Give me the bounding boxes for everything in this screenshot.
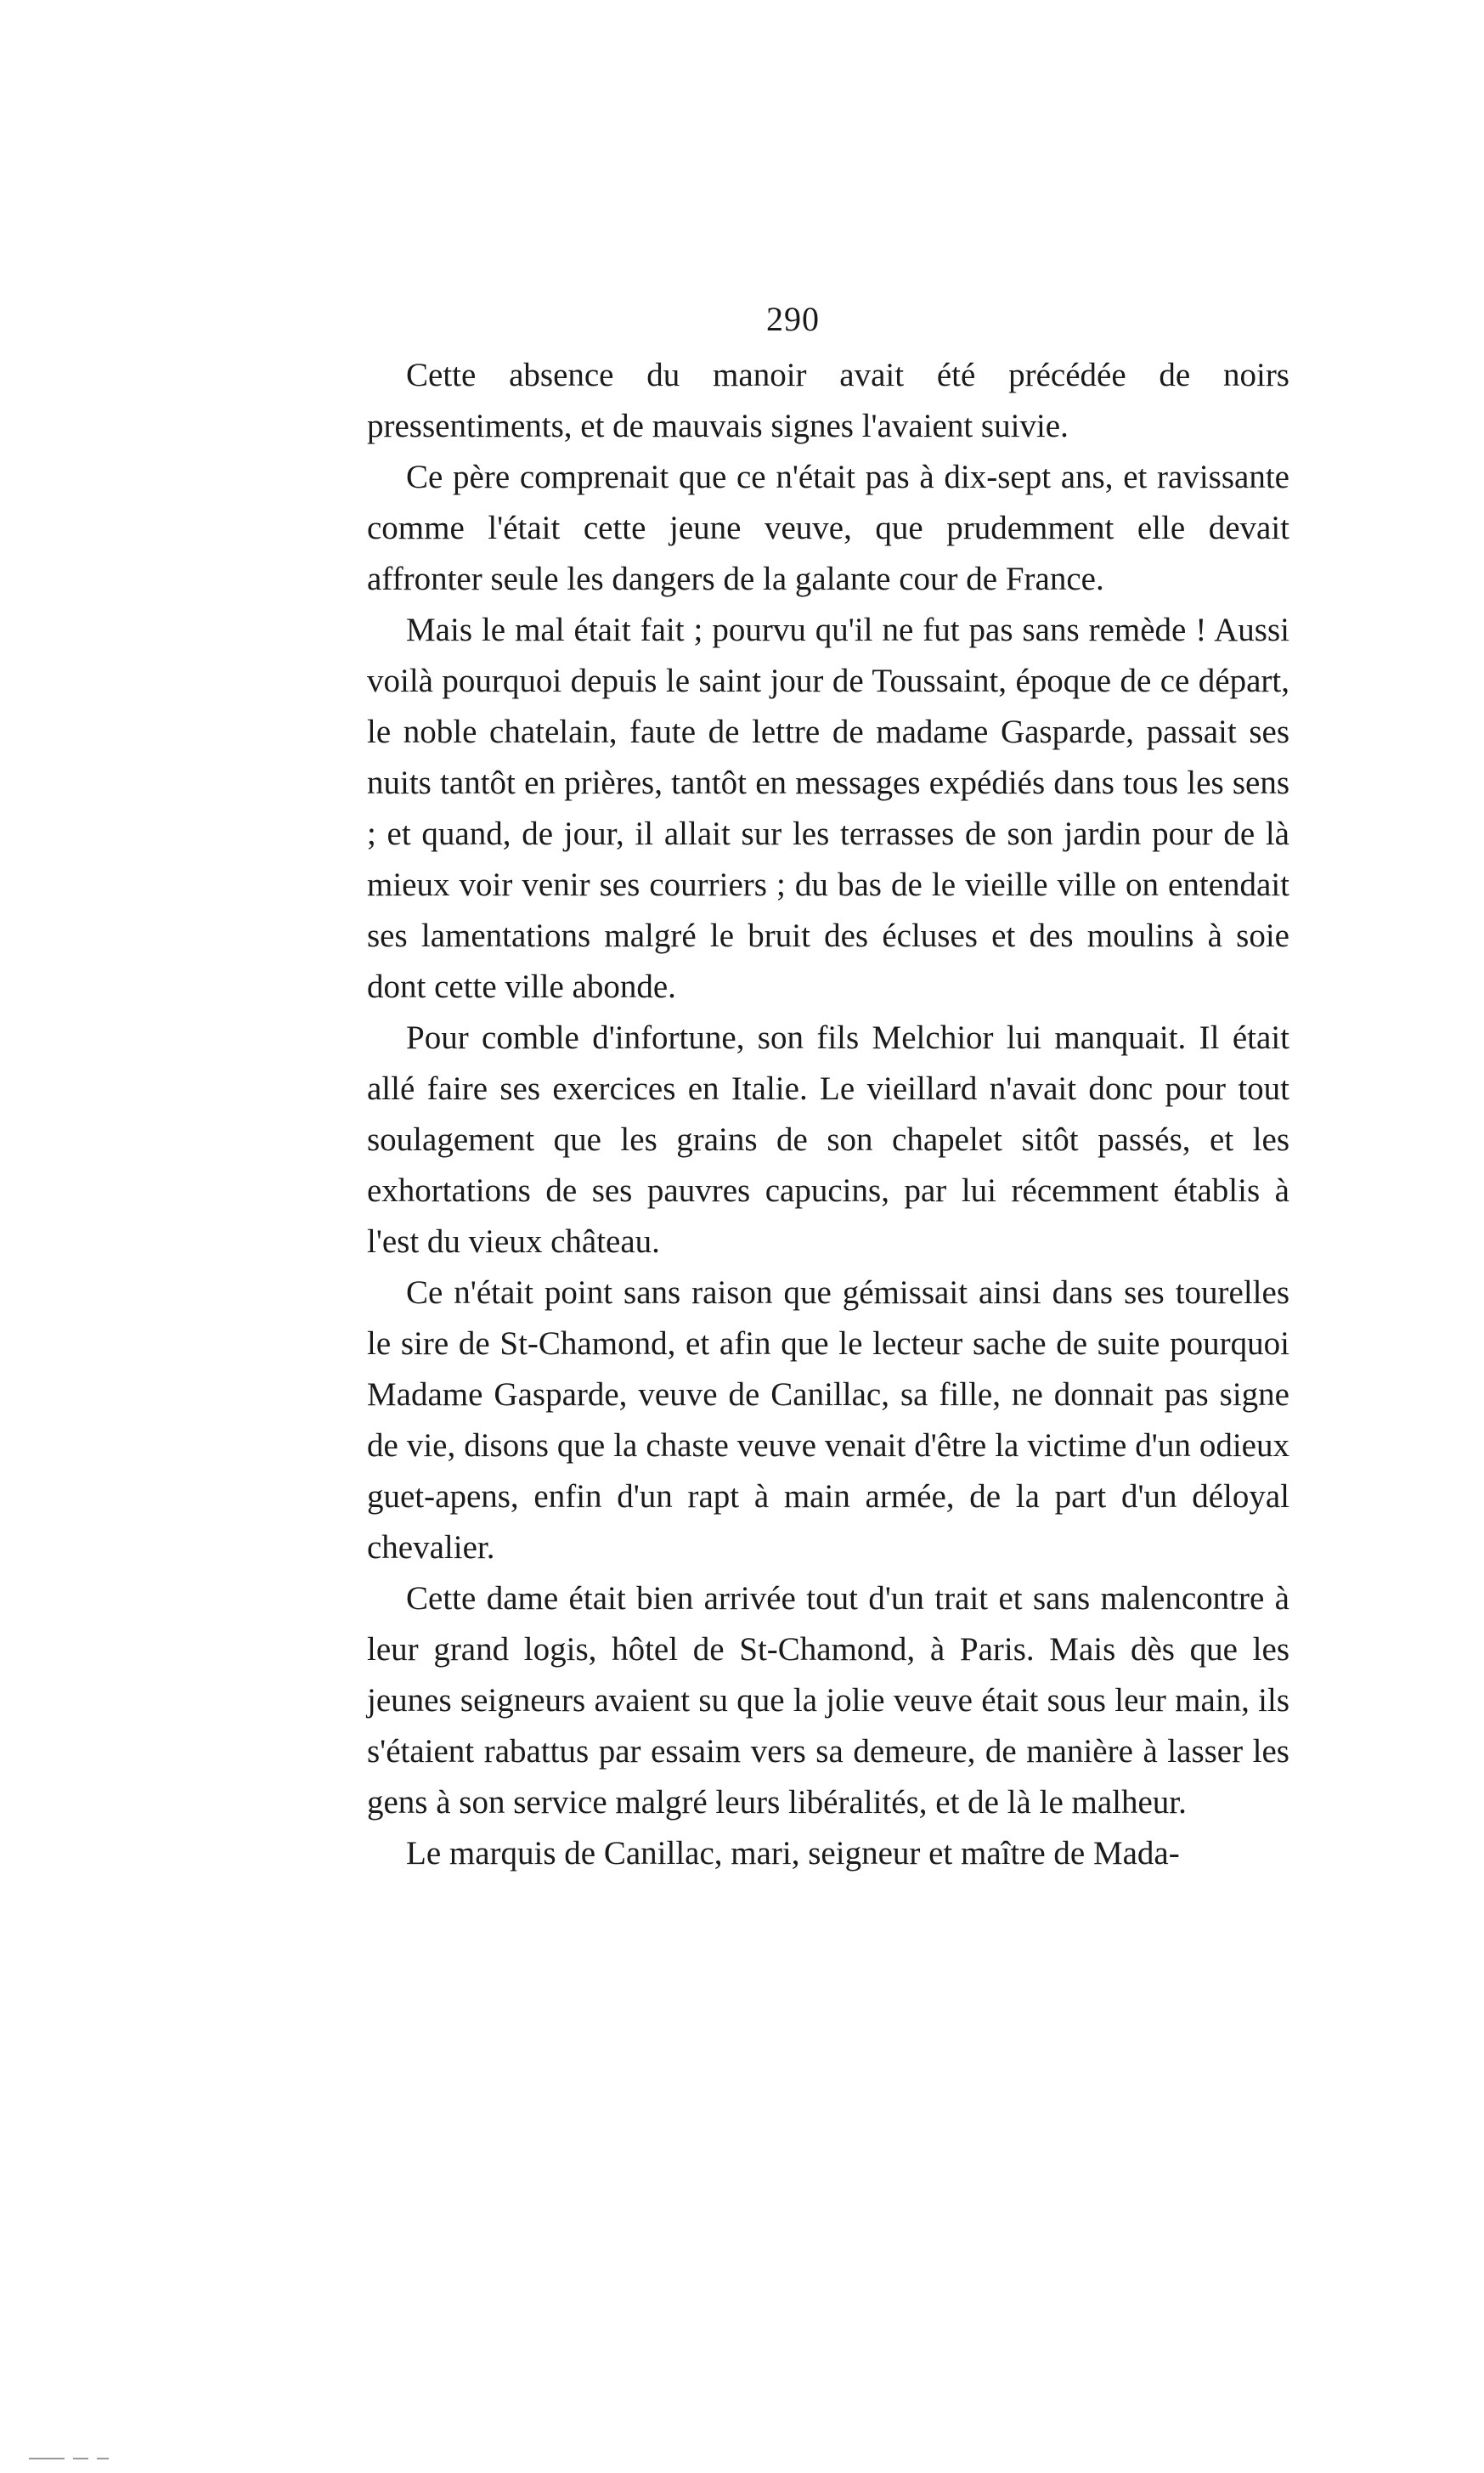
paragraph-4: Pour comble d'infortune, son fils Melchior lui manquait. Il était allé faire ses exercices en Italie. Le vieillard n'avait donc pour tout soulagement que les grains de son chapelet sitôt passés, et les exhortations de ses pauvres capucins, par lui récemment établis à l'est du vieux château. [367, 1019, 1289, 1260]
page-number: 290 [766, 300, 820, 338]
paragraph-7: Le marquis de Canillac, mari, seigneur et maître de Mada- [406, 1835, 1180, 1872]
paragraph-2: Ce père comprenait que ce n'était pas à dix-sept ans, et ravissante comme l'était cette jeune veuve, que prudemment elle devait affronter seule les dangers de la galante cour de France. [367, 459, 1289, 597]
paragraph-1: Cette absence du manoir avait été précédée de noirs pressentiments, et de mauvais signes l'avaient suivie. [367, 357, 1289, 444]
scan-edge-mark [29, 2458, 131, 2460]
body-text [367, 350, 1289, 1879]
paragraph-6: Cette dame était bien arrivée tout d'un trait et sans malencontre à leur grand logis, hôtel de St-Chamond, à Paris. Mais dès que les jeunes seigneurs avaient su que la jolie veuve était sous leur main, ils s'étaient rabattus par essaim vers sa demeure, de manière à lasser les gens à son service malgré leurs libéralités, et de là le malheur. [367, 1580, 1289, 1821]
paragraph-3: Mais le mal était fait ; pourvu qu'il ne fut pas sans remède ! Aussi voilà pourquoi depuis le saint jour de Toussaint, époque de ce départ, le noble chatelain, faute de lettre de madame Gasparde, passait ses nuits tantôt en prières, tantôt en messages expédiés dans tous les sens ; et quand, de jour, il allait sur les terrasses de son jardin pour de là mieux voir venir ses courriers ; du bas de le vieille ville on entendait ses lamentations malgré le bruit des écluses et des moulins à soie dont cette ville abonde. [367, 612, 1289, 1005]
paragraph-5: Ce n'était point sans raison que gémissait ainsi dans ses tourelles le sire de St-Chamond, et afin que le lecteur sache de suite pourquoi Madame Gasparde, veuve de Canillac, sa fille, ne donnait pas signe de vie, disons que la chaste veuve venait d'être la victime d'un odieux guet-apens, enfin d'un rapt à main armée, de la part d'un déloyal chevalier. [367, 1274, 1289, 1566]
